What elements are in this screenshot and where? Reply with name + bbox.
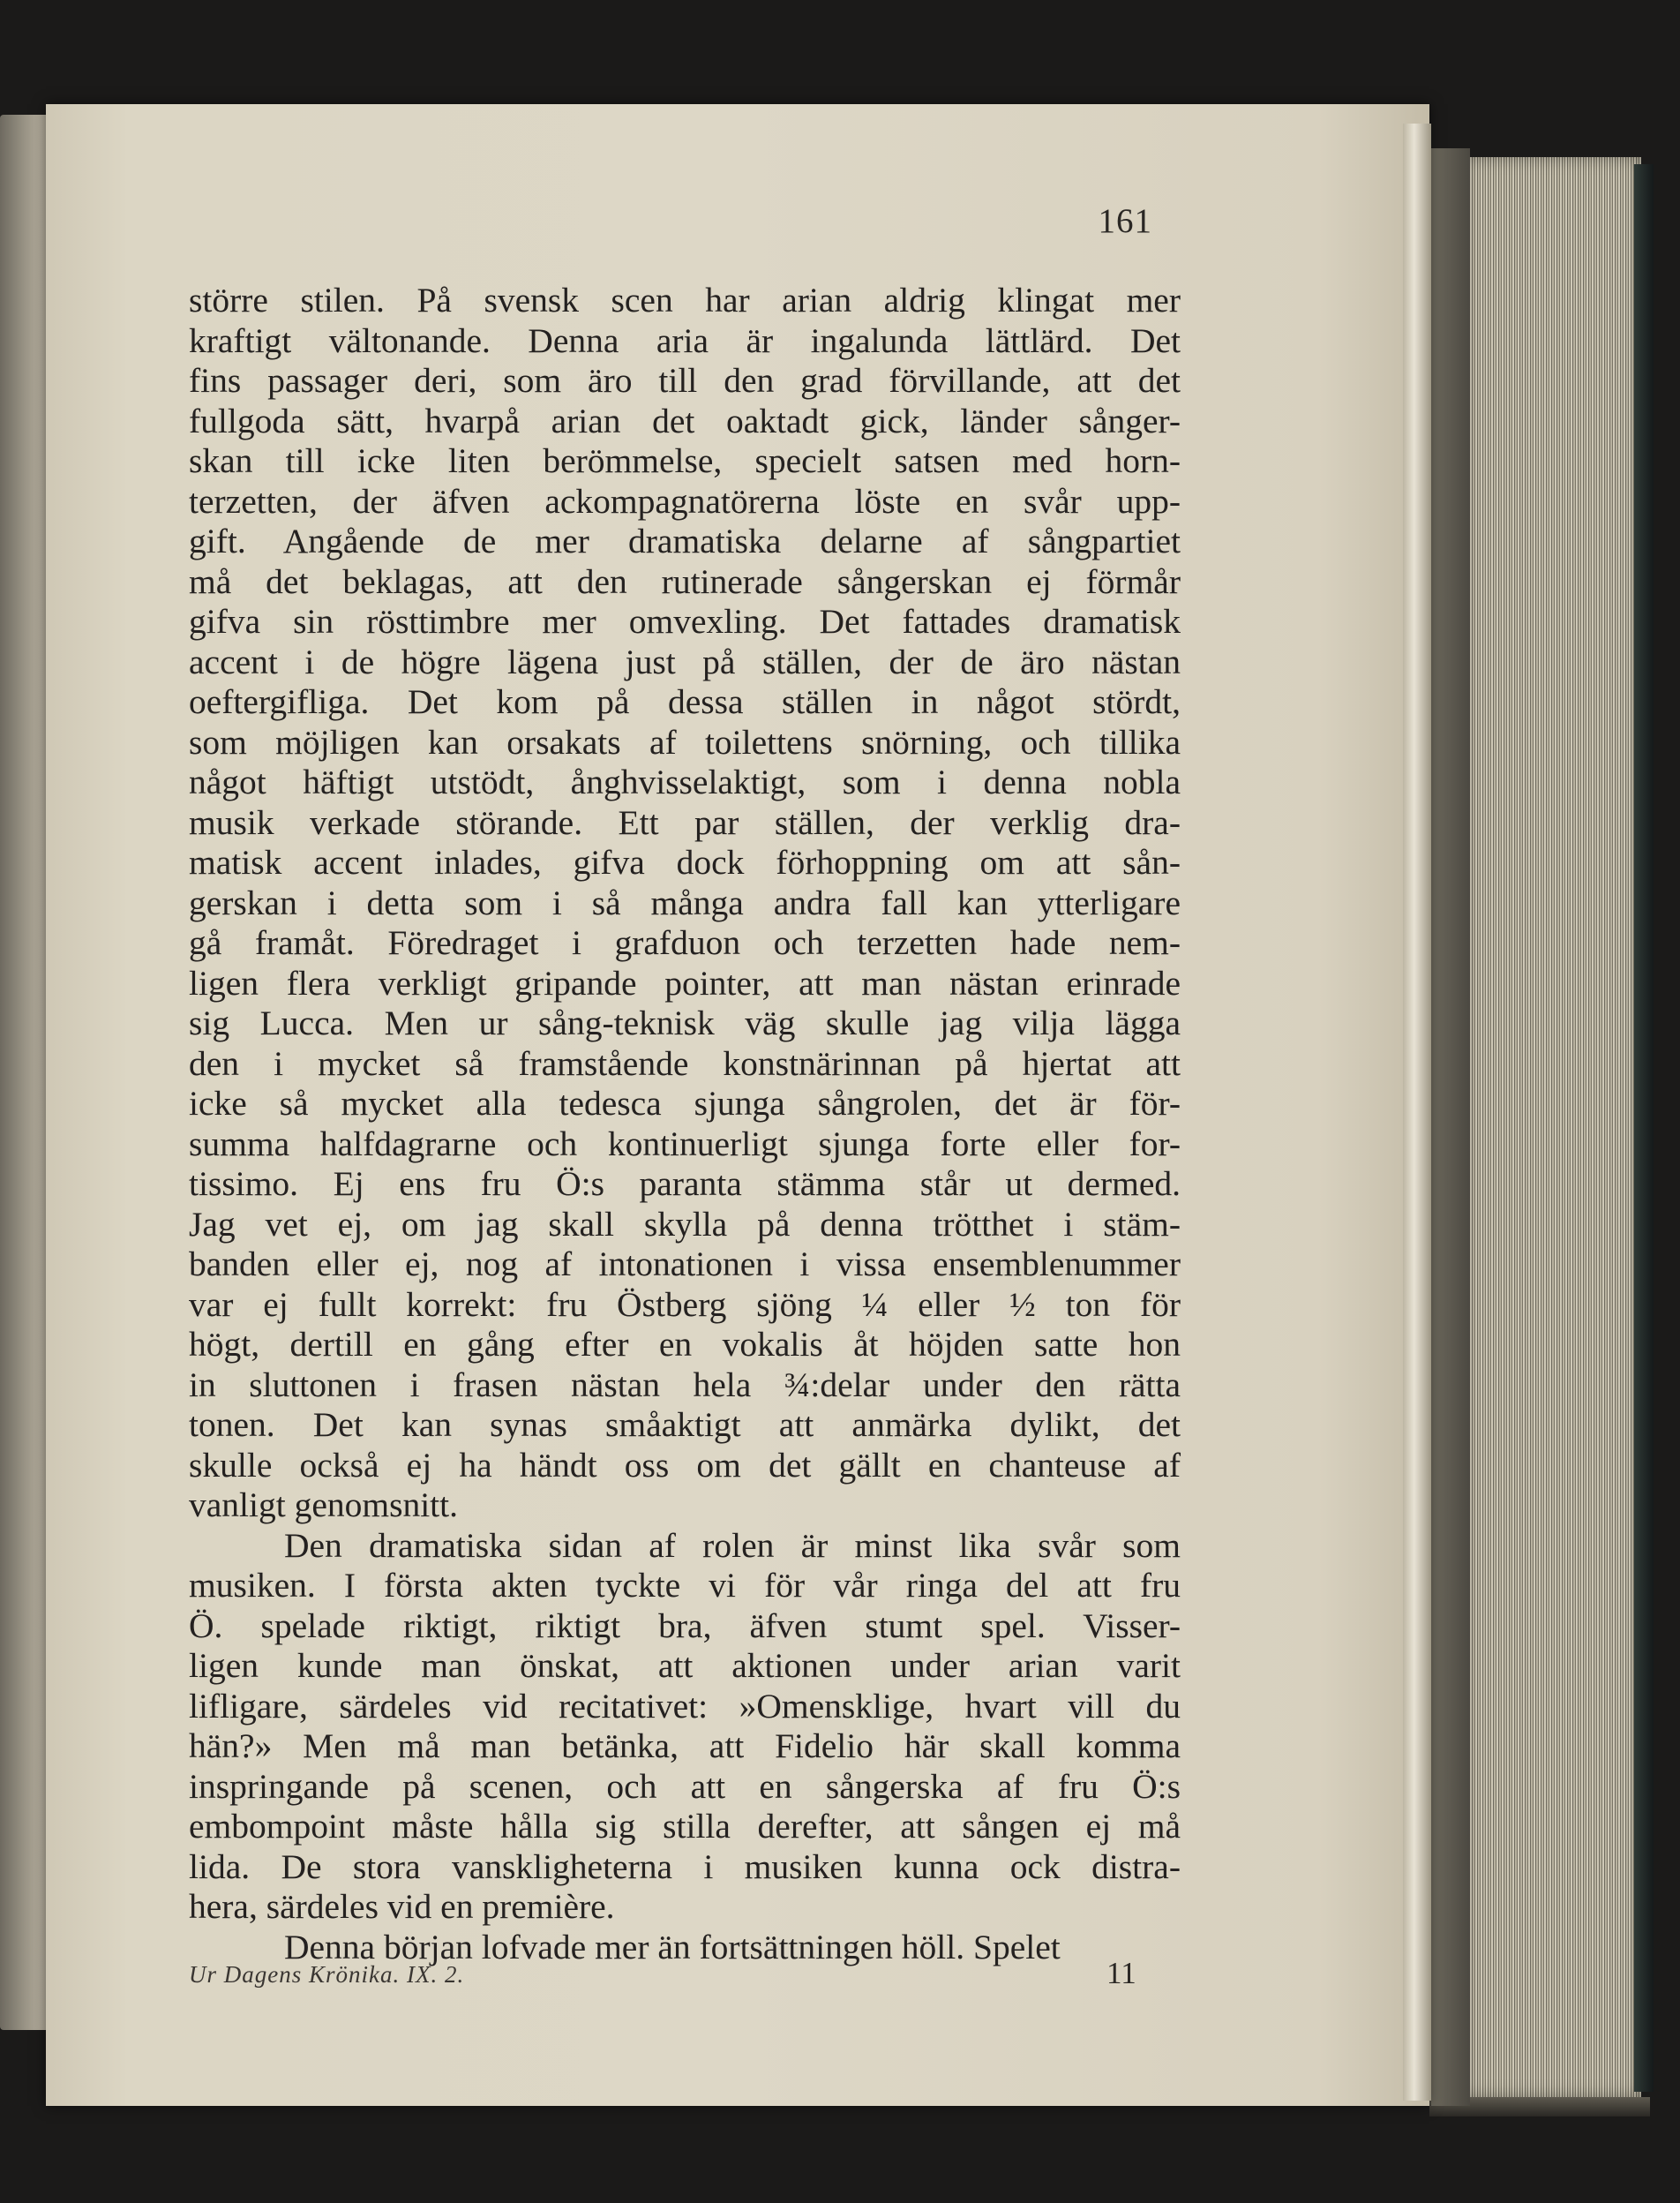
page-block-fore-edge — [1465, 157, 1641, 2097]
text-line: ligen flera verkligt gripande pointer, att man nästan erinrade — [189, 963, 1181, 1003]
text-line: tissimo. Ej ens fru Ö:s paranta stämma står ut dermed. — [189, 1164, 1181, 1203]
text-line: vanligt genomsnitt. — [189, 1485, 459, 1524]
text-line: lida. De stora vanskligheterna i musiken kunna ock distra- — [189, 1846, 1181, 1886]
page-curl-edge — [1403, 124, 1431, 2101]
page-stack-shadow — [1431, 148, 1470, 2106]
sheet-number: 11 — [1106, 1956, 1136, 1990]
text-line: den i mycket så framstående konstnärinnan på hjertat att — [189, 1043, 1181, 1083]
book-cover-edge — [1634, 164, 1654, 2092]
text-line: Ö. spelade riktigt, riktigt bra, äfven stumt spel. Visser- — [189, 1605, 1181, 1645]
text-line: gift. Angående de mer dramatiska delarne af sångpartiet — [189, 522, 1181, 560]
text-line: gerskan i detta som i så många andra fall kan ytterligare — [189, 883, 1181, 922]
text-line: tonen. Det kan synas småaktigt att anmärka dylikt, det — [189, 1405, 1181, 1444]
text-line: inspringande på scenen, och att en sångerska af fru Ö:s — [189, 1766, 1181, 1806]
text-line: Den dramatiska sidan af rolen är minst lika svår som — [284, 1525, 1181, 1565]
text-line: accent i de högre lägena just på ställen, der de äro nästan — [189, 642, 1181, 681]
text-line: banden eller ej, nog af intonationen i vissa ensemblenummer — [189, 1244, 1181, 1283]
text-line: hera, särdeles vid en première. — [189, 1887, 615, 1926]
text-line: oeftergifliga. Det kom på dessa ställen in något stördt, — [189, 682, 1181, 721]
text-line: in sluttonen i frasen nästan hela ¾:delar under den rätta — [189, 1365, 1181, 1404]
text-line: högt, dertill en gång efter en vokalis åt höjden satte hon — [189, 1325, 1181, 1364]
text-line: må det beklagas, att den rutinerade sångerskan ej förmår — [189, 561, 1181, 601]
text-line: Denna början lofvade mer än fortsättningen höll. Spelet — [284, 1927, 1061, 1966]
text-line: större stilen. På svensk scen har arian aldrig klingat mer — [189, 281, 1181, 320]
text-line: något häftigt utstödt, ånghvisselaktigt, som i denna nobla — [189, 763, 1181, 801]
text-line: gifva sin rösttimbre mer omvexling. Det fattades dramatisk — [189, 602, 1181, 641]
text-line: musiken. I första akten tyckte vi för vår ringa del att fru — [189, 1566, 1181, 1605]
text-line: skan till icke liten berömmelse, specielt satsen med horn- — [189, 441, 1181, 480]
body-text — [189, 281, 1181, 1967]
text-line: musik verkade störande. Ett par ställen, der verklig dra- — [189, 802, 1181, 842]
signature-mark: Ur Dagens Krönika. IX. 2. — [189, 1961, 465, 1988]
text-line: var ej fullt korrekt: fru Östberg sjöng ¼ eller ½ ton för — [189, 1284, 1181, 1324]
text-line: fins passager deri, som äro till den grad förvillande, att det — [189, 361, 1181, 400]
text-line: summa halfdagrarne och kontinuerligt sjunga forte eller for- — [189, 1124, 1181, 1163]
text-line: Jag vet ej, om jag skall skylla på denna trötthet i stäm- — [189, 1204, 1181, 1244]
text-line: lifligare, särdeles vid recitativet: »Omensklige, hvart vill du — [189, 1686, 1181, 1726]
text-line: kraftigt vältonande. Denna aria är ingalunda lättlärd. Det — [189, 320, 1181, 360]
text-line: terzetten, der äfven ackompagnatörerna löste en svår upp- — [189, 481, 1181, 521]
page-number: 161 — [1098, 202, 1152, 240]
text-line: embompoint måste hålla sig stilla derefter, att sången ej må — [189, 1807, 1181, 1846]
text-line: hän?» Men må man betänka, att Fidelio här skall komma — [189, 1726, 1181, 1765]
text-line: fullgoda sätt, hvarpå arian det oaktadt gick, länder sånger- — [189, 401, 1181, 440]
text-line: skulle också ej ha händt oss om det gällt en chanteuse af — [189, 1445, 1181, 1485]
text-line: sig Lucca. Men ur sång-teknisk väg skulle jag vilja lägga — [189, 1004, 1181, 1042]
text-line: som möjligen kan orsakats af toilettens snörning, och tillika — [189, 722, 1181, 762]
text-line: ligen kunde man önskat, att aktionen under arian varit — [189, 1646, 1181, 1685]
text-line: icke så mycket alla tedesca sjunga sångrolen, det är för- — [189, 1084, 1181, 1123]
text-line: matisk accent inlades, gifva dock förhoppning om att sån- — [189, 843, 1181, 882]
text-line: gå framåt. Föredraget i grafduon och terzetten hade nem- — [189, 923, 1181, 962]
